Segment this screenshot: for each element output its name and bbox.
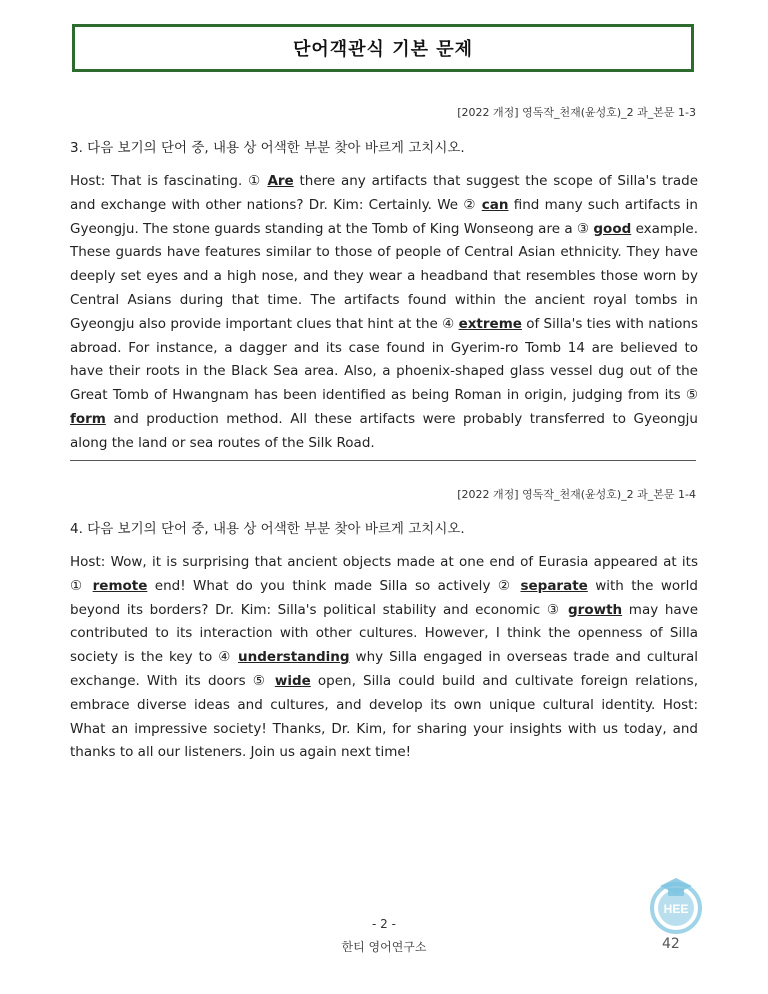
q4-question: 4. 다음 보기의 단어 중, 내용 상 어색한 부분 찾아 바르게 고치시오.	[70, 521, 465, 537]
divider-line	[70, 460, 696, 461]
q3-text-1: Host: That is fascinating. ①	[70, 173, 268, 189]
q3-text-3: find many such artifacts in Gyeongju. The stone guards standing at the Tomb of King Wonseong are a ③	[70, 196, 698, 237]
q4-text-5: why Silla engaged in overseas trade and cultural exchange. With its doors ⑤	[70, 649, 698, 689]
q4-text-2: end! What do you think made Silla so actively ②	[147, 577, 521, 594]
q3-text-2: there any artifacts that suggest the scope of Silla's trade and exchange with other nations? Dr. Kim: Certainly. We ②	[70, 173, 698, 213]
q3-word-2: can	[481, 196, 509, 213]
q3-word-4: extreme	[458, 315, 522, 332]
q4-word-3: growth	[568, 601, 623, 618]
q4-text-1: Host: Wow, it is surprising that ancient objects made at one end of Eurasia appeared at its ①	[70, 554, 698, 594]
title-box	[72, 24, 694, 72]
q4-text-4: may have contributed to its interaction with other cultures. However, I think the openness of Silla society is the key to ④	[70, 601, 698, 666]
q4-word-2: separate	[520, 577, 588, 594]
page-count: 42	[662, 936, 680, 952]
q4-source: [2022 개정] 영독작_천재(윤성호)_2 과_본문 1-4	[457, 488, 696, 501]
q3-text-5: of Silla's ties with nations abroad. For instance, a dagger and its case found in Gyerim-ro Tomb 14 are believed to have their roots in the Black Sea area. Also, a phoenix-shaped glass vessel dug out of the Great Tomb of Hwangnam has been identified as being Roman in origin, judging from its ⑤	[70, 315, 698, 404]
q4-word-1: remote	[92, 577, 148, 594]
q3-passage	[70, 170, 698, 456]
q4-word-5: wide	[274, 672, 311, 689]
q3-text-4: example. These guards have features similar to those of people of Central Asian ethnicity. They have deeply set eyes and a high nose, and they wear a headband that resembles those worn by Central Asians during that time. The artifacts found within the ancient royal tombs in Gyeongju also provide important clues that hint at the ④	[70, 220, 698, 332]
q3-text-6: and production method. All these artifacts were probably transferred to Gyeongju along the land or sea routes of the Silk Road.	[70, 410, 698, 451]
q3-word-1: Are	[267, 173, 294, 189]
q4-text-3: with the world beyond its borders? Dr. Kim: Silla's political stability and economic ③	[70, 577, 698, 618]
footer-institute: 한티 영어연구소	[341, 940, 427, 954]
page-title: 단어객관식 기본 문제	[292, 39, 474, 60]
q3-question: 3. 다음 보기의 단어 중, 내용 상 어색한 부분 찾아 바르게 고치시오.	[70, 140, 465, 156]
q4-passage	[70, 551, 698, 765]
q3-word-5: form	[70, 410, 106, 427]
q4-text-6: open, Silla could build and cultivate foreign relations, embrace diverse ideas and cultures, and develop its own unique cultural identity. Host: What an impressive society! Thanks, Dr. Kim, for sharing your insights with us today, and thanks to all our listeners. Join us again next time!	[70, 672, 698, 761]
q3-word-3: good	[593, 220, 632, 237]
q3-source: [2022 개정] 영독작_천재(윤성호)_2 과_본문 1-3	[457, 106, 696, 119]
logo-text: HEE	[663, 902, 689, 916]
q4-word-4: understanding	[238, 649, 350, 666]
page-number: - 2 -	[372, 917, 396, 931]
